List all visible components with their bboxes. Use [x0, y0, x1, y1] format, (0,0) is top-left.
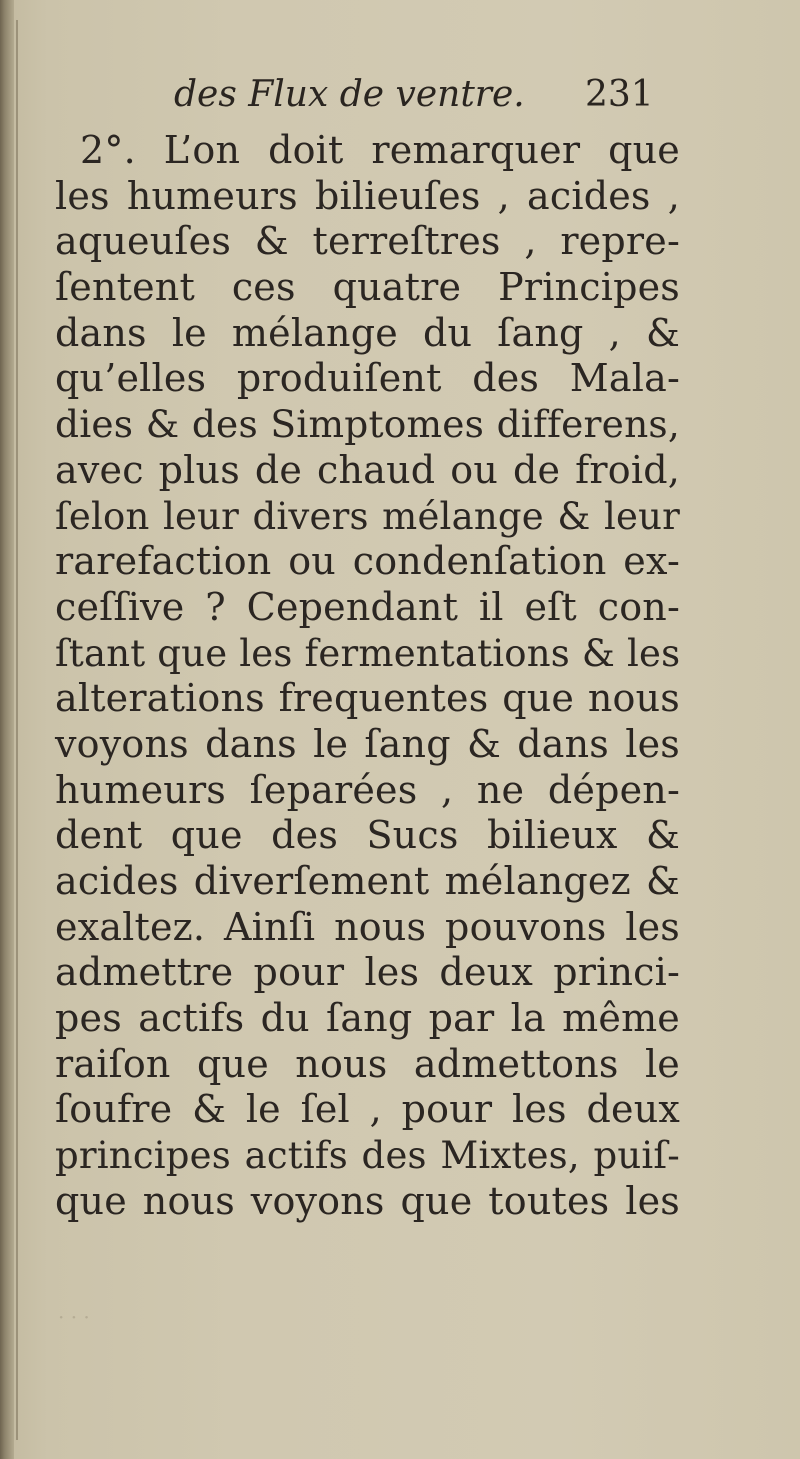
- text-line: ſoufre & le ſel , pour les deux: [55, 1087, 680, 1132]
- text-line: principes actifs des Mixtes, puiſ-: [55, 1134, 680, 1178]
- text-line: qu’elles produiſent des Mala-: [55, 356, 680, 401]
- binding-shadow-line: [16, 20, 18, 1440]
- text-line: exaltez. Ainſi nous pouvons les: [55, 904, 680, 949]
- text-line: que nous voyons que toutes les: [55, 1178, 680, 1223]
- text-line: voyons dans le ſang & dans les: [55, 721, 680, 766]
- text-line: ſtant que les fermentations & les: [55, 631, 681, 675]
- text-line: humeurs ſeparées , ne dépen-: [55, 767, 680, 812]
- bleed-through-mark: · · ·: [58, 1305, 90, 1329]
- text-line: ſentent ces quatre Principes: [55, 265, 680, 310]
- text-line: ceſſive ? Cependant il eſt con-: [55, 584, 680, 629]
- text-line: dies & des Simptomes differens,: [55, 402, 680, 447]
- text-line: aqueuſes & terreſtres , repre-: [55, 219, 680, 264]
- text-line: les humeurs bilieuſes , acides ,: [55, 173, 680, 218]
- text-line: rarefaction ou condenſation ex-: [55, 539, 680, 584]
- page-number: 231: [585, 74, 654, 115]
- body-text: [55, 128, 680, 1225]
- text-line: avec plus de chaud ou de froid,: [55, 447, 680, 492]
- text-line: pes actifs du ſang par la même: [55, 996, 680, 1041]
- text-line: 2°. L’on doit remarquer que: [80, 128, 680, 172]
- page-header: [0, 74, 800, 120]
- text-line: admettre pour les deux princi-: [55, 950, 680, 995]
- text-line: alterations frequentes que nous: [55, 676, 680, 721]
- text-line: dent que des Sucs bilieux &: [55, 813, 680, 858]
- running-title: des Flux de ventre.: [174, 74, 525, 115]
- text-line: raiſon que nous admettons le: [55, 1041, 680, 1086]
- text-line: ſelon leur divers mélange & leur: [55, 494, 680, 538]
- text-line: dans le mélange du ſang , &: [55, 310, 680, 355]
- binding-edge: [0, 0, 14, 1459]
- text-line: acides diverſement mélangez &: [55, 859, 680, 903]
